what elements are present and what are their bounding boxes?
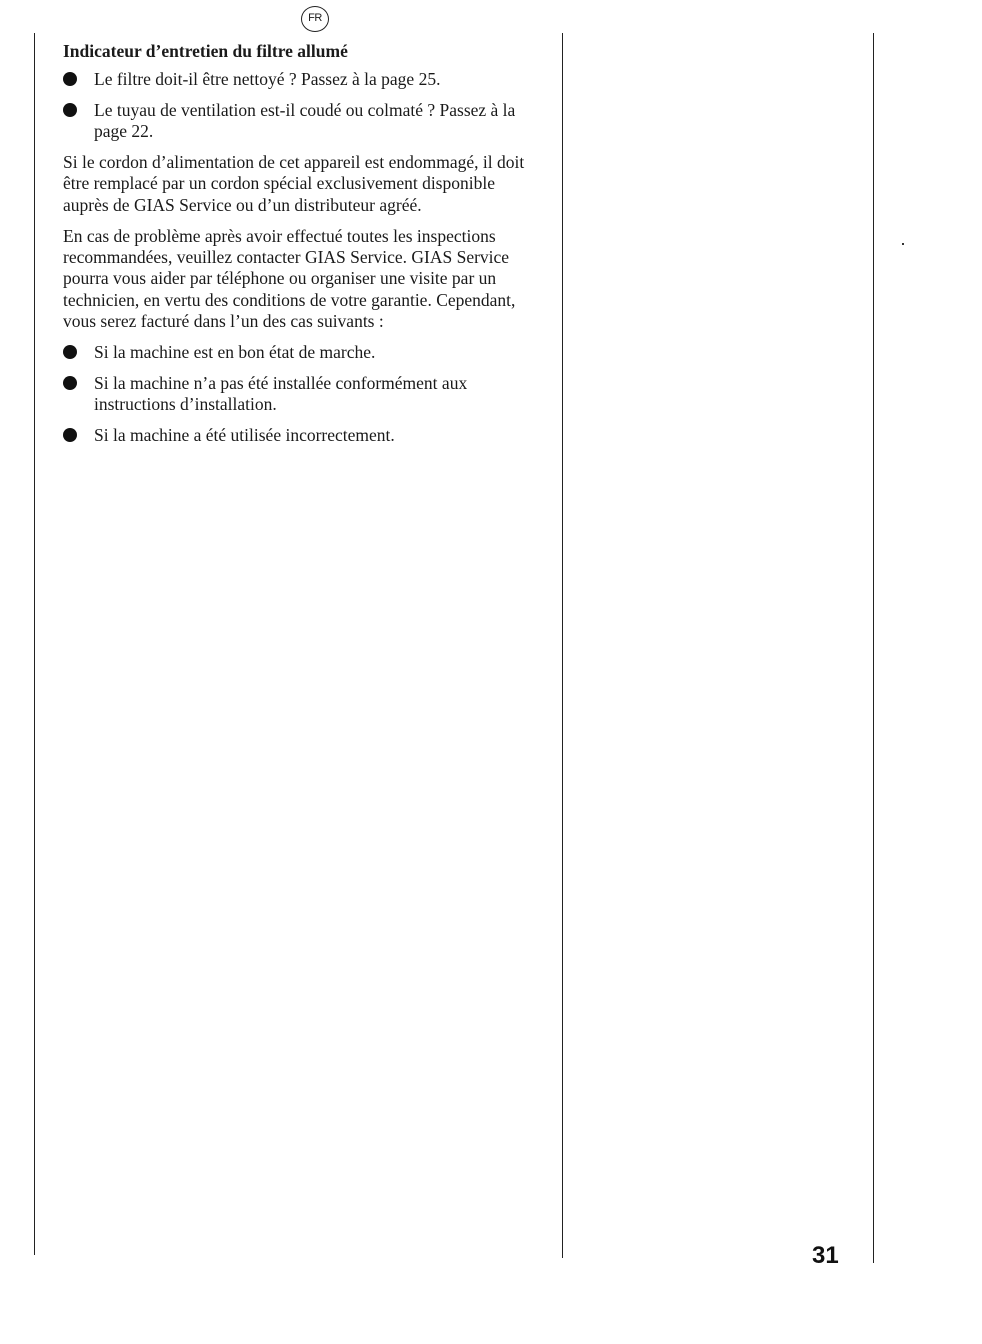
bullet-icon: [63, 376, 77, 390]
right-margin-rule: [873, 33, 874, 1263]
column-divider-rule: [562, 33, 563, 1258]
list-item-text: Le tuyau de ventilation est-il coudé ou colmaté ? Passez à la page 22.: [94, 100, 516, 141]
text-column: [63, 39, 533, 456]
power-cord-paragraph: Si le cordon d’alimentation de cet appareil est endommagé, il doit être remplacé par un cordon spécial exclusivement disponible auprès de GIAS Service ou d’un distributeur agréé.: [63, 152, 525, 215]
list-item: [63, 373, 533, 415]
left-margin-rule: [34, 33, 35, 1255]
section-heading: Indicateur d’entretien du filtre allumé: [63, 41, 348, 61]
service-paragraph: En cas de problème après avoir effectué toutes les inspections recommandées, veuillez contacter GIAS Service. GIAS Service pourra vous aider par téléphone ou organiser une visite par un technicien, en vertu des conditions de votre garantie. Cependant, vous serez facturé dans l’un des cas suivants :: [63, 225, 516, 332]
list-item-text: Si la machine a été utilisée incorrectement.: [94, 425, 395, 446]
scan-speck: [902, 243, 904, 245]
bullet-icon: [63, 345, 77, 359]
check-list: [63, 69, 533, 142]
bullet-icon: [63, 103, 77, 117]
list-item: [63, 69, 533, 90]
language-badge: FR: [301, 6, 329, 32]
page-number: 31: [812, 1242, 839, 1269]
list-item: [63, 425, 533, 446]
charged-cases-list: [63, 342, 533, 446]
list-item: [63, 342, 533, 363]
list-item: [63, 100, 533, 142]
bullet-icon: [63, 72, 77, 86]
bullet-icon: [63, 428, 77, 442]
list-item-text: Si la machine n’a pas été installée conformément aux instructions d’installation.: [94, 373, 468, 415]
list-item-text: Si la machine est en bon état de marche.: [94, 342, 376, 363]
list-item-text: Le filtre doit-il être nettoyé ? Passez à la page 25.: [94, 69, 441, 89]
